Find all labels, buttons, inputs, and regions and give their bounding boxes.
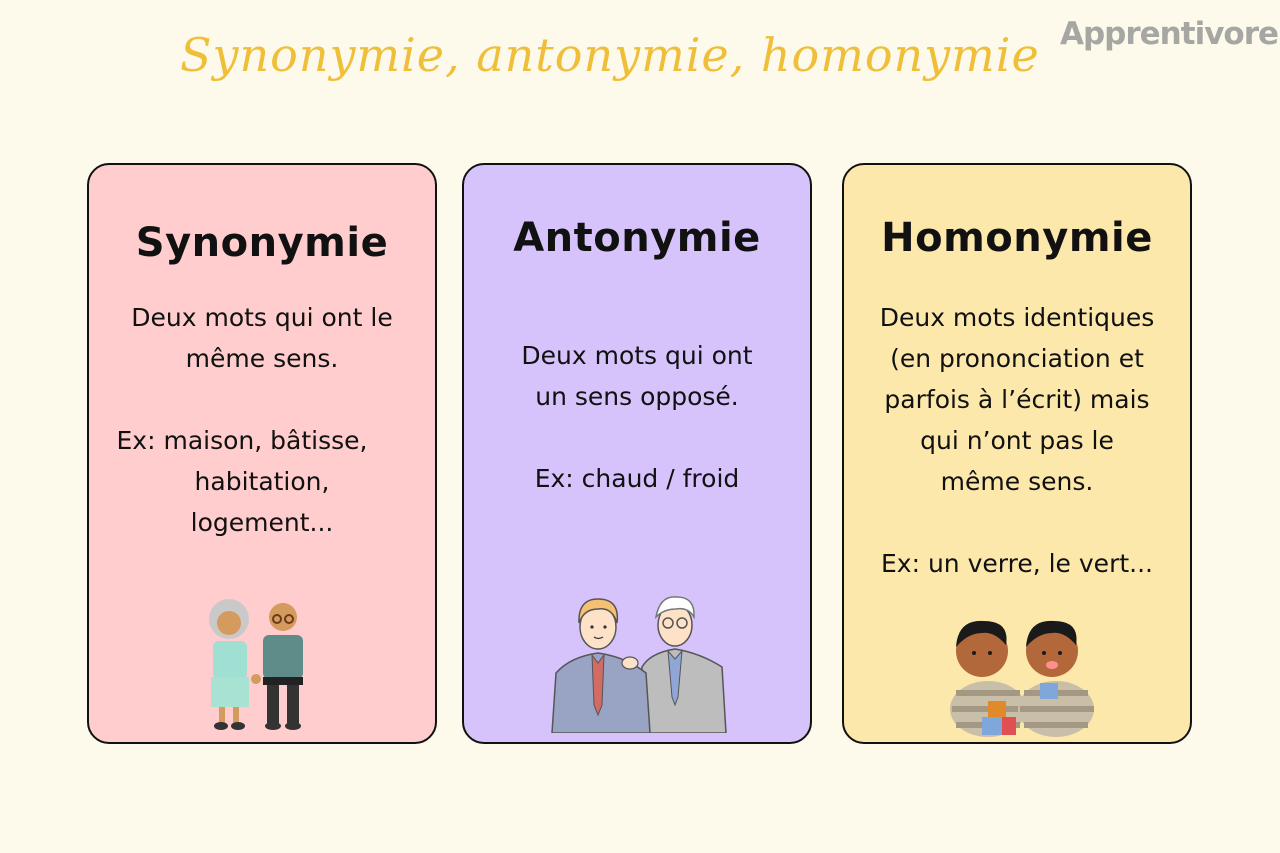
card-antonymie [462, 163, 812, 744]
businessmen-icon [550, 587, 730, 733]
definition-line: même sens. [185, 344, 339, 373]
page-title: Synonymie, antonymie, homonymie [180, 28, 1040, 82]
definition-line: Deux mots identiques [879, 303, 1155, 332]
definition-line: Deux mots qui ont [521, 341, 753, 370]
example-line: Ex: maison, bâtisse, [116, 426, 368, 455]
example-line: Ex: chaud / froid [534, 464, 740, 493]
card-heading: Homonymie [881, 215, 1153, 261]
card-heading: Synonymie [135, 220, 389, 266]
elderly-couple-icon [201, 597, 316, 733]
children-playing-icon [944, 613, 1099, 739]
definition-line: un sens opposé. [535, 382, 739, 411]
card-homonymie [842, 163, 1192, 744]
card-heading: Antonymie [513, 215, 761, 261]
apprentivore-logo: Apprentivore [1060, 16, 1279, 52]
card-synonymie [87, 163, 437, 744]
example-line: logement... [190, 508, 334, 537]
card-body [99, 297, 425, 543]
definition-line: qui n’ont pas le [920, 426, 1114, 455]
card-body [474, 335, 800, 499]
definition-line: (en prononciation et [890, 344, 1144, 373]
definition-line: même sens. [940, 467, 1094, 496]
definition-line: Deux mots qui ont le [131, 303, 393, 332]
example-line: habitation, [194, 467, 330, 496]
card-body [844, 297, 1190, 584]
example-line: Ex: un verre, le vert... [881, 549, 1153, 578]
definition-line: parfois à l’écrit) mais [884, 385, 1150, 414]
